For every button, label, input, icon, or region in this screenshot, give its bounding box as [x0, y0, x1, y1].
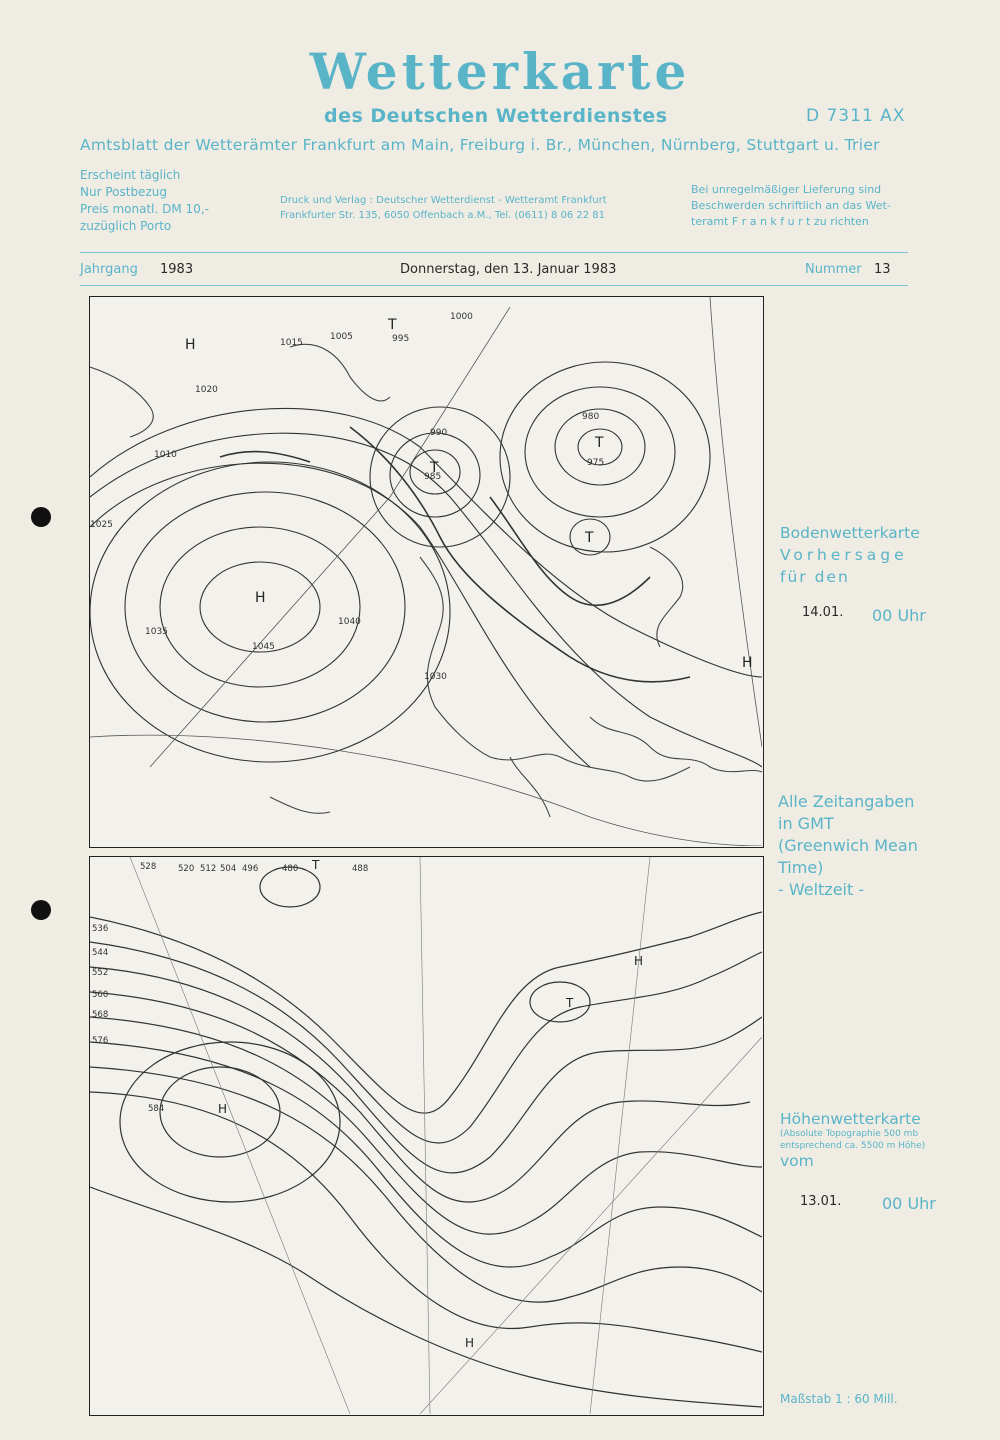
upper-map-svg [90, 857, 762, 1414]
caption-line: für den [780, 568, 850, 586]
issue-date: Donnerstag, den 13. Januar 1983 [400, 262, 617, 277]
height-center: T [566, 996, 574, 1010]
caption-line: Bodenwetterkarte [780, 524, 920, 542]
isobar-label: 1025 [90, 520, 113, 530]
jahrgang-value: 1983 [160, 262, 194, 277]
pressure-center: T [585, 530, 594, 546]
info-line: zuzüglich Porto [80, 219, 172, 233]
note-line: in GMT [778, 814, 834, 833]
isobar-label: 1045 [252, 642, 275, 652]
pressure-center: H [742, 655, 753, 671]
newspaper-title: Wetterkarte [309, 42, 691, 101]
caption-vom: vom [780, 1152, 814, 1170]
time-note [778, 791, 918, 901]
caption-sub: (Absolute Topographie 500 mb [780, 1129, 919, 1139]
isobar-label: 1015 [280, 338, 303, 348]
upper-map-time: 00 Uhr [882, 1194, 936, 1213]
info-line: Erscheint täglich [80, 168, 181, 182]
pressure-center: T [595, 435, 604, 451]
surface-map-svg [90, 297, 762, 846]
contour-label: 576 [92, 1036, 109, 1046]
bottom-rule [80, 285, 908, 286]
upper-map-date: 13.01. [800, 1194, 842, 1209]
contour-label: 496 [242, 864, 259, 874]
info-line: Nur Postbezug [80, 185, 167, 199]
isobar-label: 1030 [424, 672, 447, 682]
note-line: (Greenwich Mean [778, 836, 918, 855]
contour-label: 520 [178, 864, 195, 874]
contour-label: 552 [92, 968, 109, 978]
complaint-line: teramt F r a n k f u r t zu richten [691, 215, 869, 228]
note-line: Time) [778, 858, 824, 877]
contour-label: 544 [92, 948, 109, 958]
surface-weather-map [89, 296, 764, 848]
binder-hole [31, 507, 51, 527]
upper-air-map [89, 856, 764, 1416]
isobar-label: 1020 [195, 385, 218, 395]
map-scale: Maßstab 1 : 60 Mill. [780, 1392, 898, 1406]
upper-map-caption [780, 1110, 925, 1170]
contour-label: 584 [148, 1104, 165, 1114]
binder-hole [31, 900, 51, 920]
contour-label: 568 [92, 1010, 109, 1020]
contour-label: 504 [220, 864, 237, 874]
caption-title: Höhenwetterkarte [780, 1110, 921, 1128]
pressure-center: T [430, 460, 439, 476]
note-line: - Weltzeit - [778, 880, 865, 899]
top-rule [80, 252, 908, 253]
complaint-info [691, 182, 891, 230]
caption-line: Vorhersage [780, 546, 908, 564]
nummer-value: 13 [874, 262, 891, 277]
contour-label: 528 [140, 862, 157, 872]
pressure-center: H [255, 590, 266, 606]
isobar-label: 1040 [338, 617, 361, 627]
isobar-label: 995 [392, 334, 410, 344]
subscription-info [80, 167, 209, 235]
contour-label: 480 [282, 864, 299, 874]
pressure-center: H [185, 337, 196, 353]
isobar-label: 1010 [154, 450, 177, 460]
contour-label: 536 [92, 924, 109, 934]
contour-label: 560 [92, 990, 109, 1000]
publication-code: D 7311 AX [806, 106, 906, 126]
height-center: H [634, 954, 644, 968]
publisher-line: Frankfurter Str. 135, 6050 Offenbach a.M., Tel. (0611) 8 06 22 81 [280, 210, 606, 221]
info-line: Preis monatl. DM 10,- [80, 202, 209, 216]
pressure-center: T [388, 317, 397, 333]
contour-label: 488 [352, 864, 369, 874]
amtsblatt-line: Amtsblatt der Wetterämter Frankfurt am Main, Freiburg i. Br., München, Nürnberg, Stuttgart u. Trier [80, 136, 880, 154]
newspaper-subtitle: des Deutschen Wetterdienstes [324, 105, 668, 127]
surface-map-time: 00 Uhr [872, 606, 926, 625]
note-line: Alle Zeitangaben [778, 792, 915, 811]
isobar-label: 985 [424, 472, 442, 482]
isobar-label: 975 [587, 458, 605, 468]
height-center: H [218, 1102, 228, 1116]
publisher-info [280, 193, 607, 223]
isobar-label: 1005 [330, 332, 353, 342]
publisher-line: Druck und Verlag : Deutscher Wetterdienst - Wetteramt Frankfurt [280, 195, 607, 206]
isobar-label: 980 [582, 412, 600, 422]
isobar-label: 1000 [450, 312, 473, 322]
jahrgang-label: Jahrgang [80, 262, 138, 277]
height-center: T [312, 858, 320, 872]
isobar-label: 1035 [145, 627, 168, 637]
contour-label: 512 [200, 864, 217, 874]
complaint-line: Bei unregelmäßiger Lieferung sind [691, 183, 882, 196]
complaint-line: Beschwerden schriftlich an das Wet- [691, 199, 891, 212]
surface-map-date: 14.01. [802, 605, 844, 620]
caption-sub: entsprechend ca. 5500 m Höhe) [780, 1141, 926, 1151]
surface-map-caption [780, 522, 920, 588]
isobar-label: 990 [430, 428, 448, 438]
nummer-label: Nummer [805, 262, 862, 277]
height-center: H [465, 1336, 475, 1350]
